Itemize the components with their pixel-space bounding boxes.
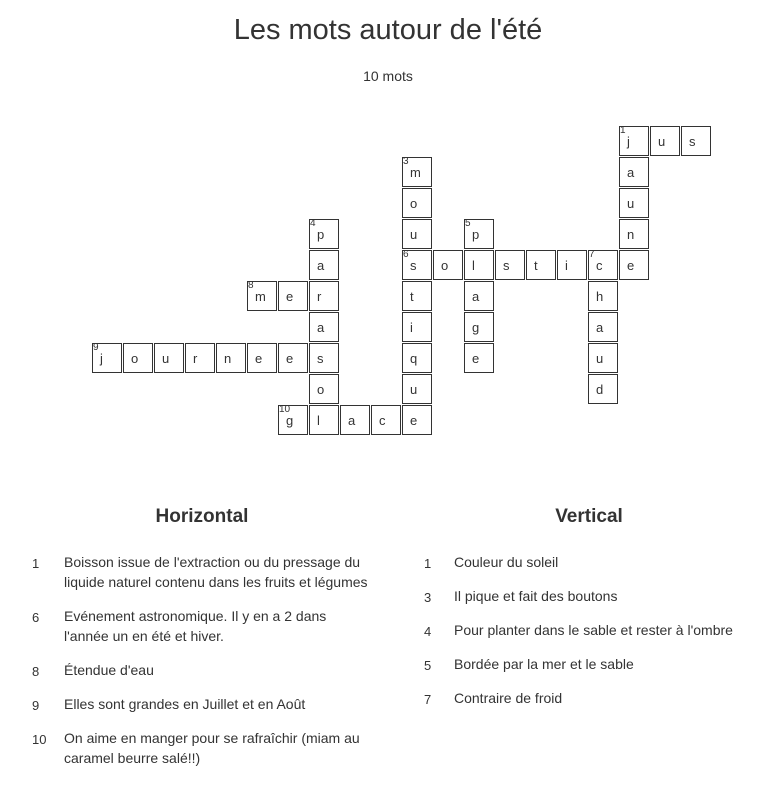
cell-letter: s	[689, 134, 696, 149]
clue-number: 5	[424, 658, 432, 673]
cell-letter: u	[596, 351, 604, 366]
grid-cell[interactable]	[464, 219, 494, 249]
grid-cell[interactable]	[464, 281, 494, 311]
cell-letter: a	[348, 413, 356, 428]
clue-item	[32, 660, 372, 680]
cell-number: 10	[279, 404, 291, 415]
grid-cell[interactable]	[619, 126, 649, 156]
grid-cell[interactable]	[371, 405, 401, 435]
grid-cell[interactable]	[402, 374, 432, 404]
cell-letter: n	[627, 227, 635, 242]
grid-cell[interactable]	[340, 405, 370, 435]
clue-number: 7	[424, 692, 432, 707]
clue-text: Bordée par la mer et le sable	[454, 656, 634, 672]
cell-letter: s	[503, 258, 510, 273]
cell-letter: m	[410, 165, 421, 180]
clue-number: 1	[32, 556, 40, 571]
grid-cell[interactable]	[619, 219, 649, 249]
clue-text: On aime en manger pour se rafraîchir (miam au caramel beurre salé!!)	[64, 730, 360, 766]
clue-item	[424, 552, 754, 572]
grid-cell[interactable]	[402, 281, 432, 311]
clue-item	[32, 694, 372, 714]
grid-cell[interactable]	[309, 374, 339, 404]
cell-letter: o	[410, 196, 418, 211]
cell-letter: l	[317, 413, 320, 428]
grid-cell[interactable]	[402, 312, 432, 342]
cell-number: 1	[620, 125, 626, 136]
grid-cell[interactable]	[247, 281, 277, 311]
cell-letter: o	[441, 258, 449, 273]
grid-cell[interactable]	[185, 343, 215, 373]
cell-number: 3	[403, 156, 409, 167]
cell-letter: u	[658, 134, 666, 149]
grid-cell[interactable]	[588, 312, 618, 342]
cell-letter: t	[410, 289, 414, 304]
cell-number: 4	[310, 218, 316, 229]
cell-letter: o	[317, 382, 325, 397]
grid-cell[interactable]	[309, 219, 339, 249]
grid-cell[interactable]	[216, 343, 246, 373]
clue-number: 10	[32, 732, 47, 747]
cell-letter: i	[410, 320, 413, 335]
grid-cell[interactable]	[309, 405, 339, 435]
grid-cell[interactable]	[433, 250, 463, 280]
down-heading: Vertical	[555, 506, 623, 527]
cell-letter: e	[627, 258, 635, 273]
grid-cell[interactable]	[588, 281, 618, 311]
cell-letter: e	[410, 413, 418, 428]
grid-cell[interactable]	[309, 343, 339, 373]
grid-cell[interactable]	[309, 250, 339, 280]
cell-letter: t	[534, 258, 538, 273]
cell-number: 5	[465, 218, 471, 229]
cell-number: 9	[93, 342, 99, 353]
cell-letter: s	[317, 351, 324, 366]
cell-letter: u	[410, 227, 418, 242]
clue-item	[424, 586, 754, 606]
clue-item	[424, 688, 754, 708]
grid-cell[interactable]	[464, 343, 494, 373]
clue-item	[32, 552, 372, 592]
grid-cell[interactable]	[464, 250, 494, 280]
grid-cell[interactable]	[681, 126, 711, 156]
cell-letter: r	[317, 289, 322, 304]
clue-text: Boisson issue de l'extraction ou du pressage du liquide naturel contenu dans les fruits et légumes	[64, 554, 368, 590]
grid-cell[interactable]	[309, 312, 339, 342]
cell-number: 6	[403, 249, 409, 260]
grid-cell[interactable]	[402, 157, 432, 187]
cell-letter: i	[565, 258, 568, 273]
cell-letter: q	[410, 351, 418, 366]
clue-item	[424, 654, 754, 674]
cell-letter: o	[131, 351, 139, 366]
cell-letter: c	[596, 258, 603, 273]
cell-letter: r	[193, 351, 198, 366]
grid-cell[interactable]	[650, 126, 680, 156]
cell-letter: a	[472, 289, 480, 304]
grid-cell[interactable]	[309, 281, 339, 311]
cell-letter: u	[627, 196, 635, 211]
grid-cell[interactable]	[588, 374, 618, 404]
grid-cell[interactable]	[619, 188, 649, 218]
clue-text: Il pique et fait des boutons	[454, 588, 618, 604]
clue-text: Elles sont grandes en Juillet et en Août	[64, 696, 306, 712]
cell-letter: n	[224, 351, 232, 366]
clue-number: 3	[424, 590, 432, 605]
cell-letter: e	[472, 351, 480, 366]
across-clues	[32, 506, 372, 782]
clue-text: Couleur du soleil	[454, 554, 559, 570]
cell-letter: c	[379, 413, 386, 428]
clue-text: Contraire de froid	[454, 690, 563, 706]
grid-cell[interactable]	[588, 343, 618, 373]
grid-cell[interactable]	[278, 281, 308, 311]
clue-text: Étendue d'eau	[64, 662, 154, 678]
grid-cell[interactable]	[402, 188, 432, 218]
cell-letter: m	[255, 289, 266, 304]
clue-number: 8	[32, 664, 40, 679]
clue-item	[32, 606, 372, 646]
clue-item	[32, 728, 372, 768]
clue-text: Evénement astronomique. Il y en a 2 dans l'année un en été et hiver.	[64, 608, 327, 644]
grid-cell[interactable]	[402, 405, 432, 435]
cell-letter: s	[410, 258, 417, 273]
grid-cell[interactable]	[278, 405, 308, 435]
cell-letter: p	[317, 227, 325, 242]
grid-cell[interactable]	[495, 250, 525, 280]
cell-letter: p	[472, 227, 480, 242]
grid-cell[interactable]	[619, 250, 649, 280]
grid-cell[interactable]	[402, 343, 432, 373]
grid-cell[interactable]	[154, 343, 184, 373]
cell-letter: a	[317, 320, 325, 335]
clue-number: 6	[32, 610, 40, 625]
page-title: Les mots autour de l'été	[233, 14, 543, 46]
grid-cell[interactable]	[402, 250, 432, 280]
clue-number: 1	[424, 556, 432, 571]
clue-number: 9	[32, 698, 40, 713]
cell-letter: e	[286, 289, 294, 304]
clue-number: 4	[424, 624, 432, 639]
grid-cell[interactable]	[588, 250, 618, 280]
cell-letter: a	[627, 165, 635, 180]
cell-number: 7	[589, 249, 595, 260]
cell-letter: l	[472, 258, 475, 273]
cell-letter: a	[596, 320, 604, 335]
grid-cell[interactable]	[247, 343, 277, 373]
grid-cell[interactable]	[557, 250, 587, 280]
word-count: 10 mots	[363, 68, 413, 84]
grid-cell[interactable]	[526, 250, 556, 280]
cell-letter: g	[286, 413, 294, 428]
cell-letter: j	[627, 134, 630, 149]
cell-number: 8	[248, 280, 254, 291]
across-heading: Horizontal	[155, 506, 249, 527]
cell-letter: e	[255, 351, 263, 366]
grid-cell[interactable]	[278, 343, 308, 373]
cell-letter: g	[472, 320, 480, 335]
clue-text: Pour planter dans le sable et rester à l'ombre	[454, 622, 733, 638]
cell-letter: j	[100, 351, 103, 366]
cell-letter: d	[596, 382, 604, 397]
grid-cell[interactable]	[619, 157, 649, 187]
cell-letter: e	[286, 351, 294, 366]
grid-cell[interactable]	[92, 343, 122, 373]
grid-cell[interactable]	[402, 219, 432, 249]
grid-cell[interactable]	[464, 312, 494, 342]
cell-letter: h	[596, 289, 604, 304]
clue-item	[424, 620, 754, 640]
cell-letter: a	[317, 258, 325, 273]
cell-letter: u	[162, 351, 170, 366]
cell-letter: u	[410, 382, 418, 397]
down-clues	[424, 506, 754, 722]
grid-cell[interactable]	[123, 343, 153, 373]
